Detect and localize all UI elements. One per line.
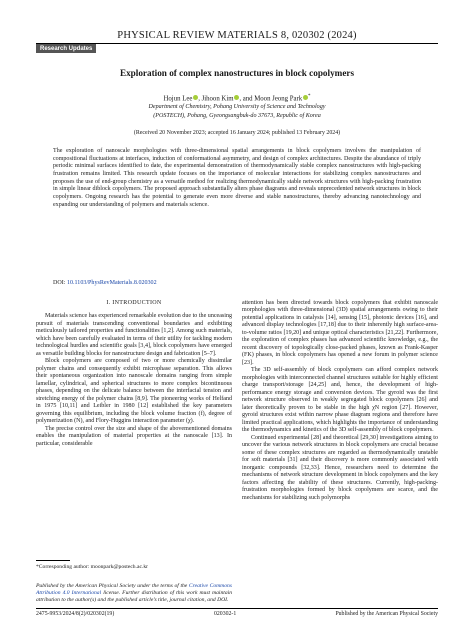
- affiliation-line: (POSTECH), Pohang, Gyeongsangbuk-do 37673, Republic of Korea: [153, 113, 321, 119]
- right-column: [242, 300, 438, 502]
- author-name[interactable]: Hojun Lee: [163, 95, 193, 103]
- body-paragraph: Continued experimental [28] and theoretical [29,30] investigations aiming to uncover the various network structures in block copolymers are crucial because some of these complex structures are regarded as thermodynamically unstable for soft materials [31] and their discovery is more commonly associated with inorganic compounds [32,33]. Hence, researchers need to determine the mechanisms of network structure development in block copolymers and the key factors affecting the stability of these structures. Currently, high-packing-frustration morphologies formed by block copolymers are scarce, and the mechanisms for stabilizing such polymorphs: [242, 434, 438, 501]
- body-paragraph: The 3D self-assembly of block copolymers can afford complex network morphologies with interconnected channel structures suitable for highly efficient charge transport/storage [24,25] and, hence, the development of high-performance energy storage and conversion devices. The gyroid was the first network structure observed in weakly segregated block copolymers [26] and later theoretically proven to be stable in the high χN region [27]. However, gyroid structures exist within narrow phase diagram regions and therefore have limited practical applications, which highlights the importance of understanding the thermodynamics and kinetics of the 3D self-assembly of block copolymers.: [242, 367, 438, 434]
- license-link[interactable]: Creative Commons Attribution 4.0 International: [36, 583, 232, 597]
- license-text: license. Further distribution of this work must maintain attribution to the author(s) and the published article’s title, journal citation, and DOI.: [36, 590, 232, 604]
- left-column: [36, 300, 232, 448]
- corresponding-author-note: *Corresponding author: moonpark@postech.ac.kr: [36, 564, 149, 570]
- body-paragraph: Materials science has experienced remarkable evolution due to the unceasing pursuit of materials transcending conventional boundaries and exhibiting meticulously tailored properties and functionalities [1,2]. Among such materials, which have been carefully evaluated in terms of their utility for tackling modern technological hurdles and scientific goals [3,4], block copolymers have emerged as versatile building blocks for nanostructure design and fabrication [5–7].: [36, 313, 232, 357]
- doi-label: DOI:: [53, 280, 66, 286]
- footnote-rule: [36, 560, 70, 561]
- publication-dates: (Received 20 November 2023; accepted 16 January 2024; published 13 February 2024): [133, 130, 341, 136]
- section-heading: I. INTRODUCTION: [106, 300, 162, 306]
- article-title: Exploration of complex nanostructures in block copolymers: [119, 68, 355, 78]
- orcid-icon[interactable]: [234, 95, 239, 100]
- license-note: [36, 583, 232, 604]
- author-list: Hojun Lee , Jihoon Kim , and Moon Jeong Park *: [163, 94, 311, 103]
- orcid-icon[interactable]: [193, 95, 198, 100]
- section-badge: Research Updates: [36, 44, 96, 53]
- footer-rule: [36, 608, 438, 609]
- doi-link[interactable]: 10.1103/PhysRevMaterials.8.020302: [66, 280, 157, 286]
- footer-issn: 2475-9953/2024/8(2)/020302(19): [36, 611, 115, 617]
- journal-header: PHYSICAL REVIEW MATERIALS 8, 020302 (2024): [117, 30, 357, 41]
- body-paragraph: The precise control over the size and shape of the abovementioned domains enables the manipulation of material properties at the nanoscale [13]. In particular, considerable: [36, 425, 232, 447]
- license-text: Published by the American Physical Society under the terms of the: [36, 583, 189, 589]
- footer-page-number: 020302-1: [214, 611, 237, 617]
- affiliation-line: Department of Chemistry, Pohang University of Science and Technology: [148, 104, 326, 110]
- footer-publisher: Published by the American Physical Society: [335, 611, 438, 617]
- abstract: The exploration of nanoscale morphologies with three-dimensional spatial arrangements in block copolymers involves the manipulation of compositional fluctuations at interfaces, induction of conformational asymmetry, and design of complex architectures. Despite the abundance of triply periodic minimal surfaces identified to date, the experimental demonstration of thermodynamically stable complex nanostructures with high-packing frustration remains limited. This research update focuses on the importance of molecular interactions for stabilizing complex nanostructures and proposes the use of end-group chemistry as a versatile method for realizing thermodynamically stable network structures with high-packing frustration in simple linear diblock copolymers. The proposed approach substantially alters phase diagrams and reveals unprecedented network structures in block copolymers. Ongoing research has the potential to generate even more diverse and stable nanostructures, thereby advancing nanotechnology and expanding our understanding of polymers and materials science.: [53, 148, 421, 208]
- author-name[interactable]: Jihoon Kim: [201, 95, 234, 103]
- body-paragraph: attention has been directed towards block copolymers that exhibit nanoscale morphologies with three-dimensional (3D) spatial arrangements owing to their potential applications in catalysis [14], sensing [15], photonic devices [16], and advanced display technologies [17,18] due to their inherently high surface-area-to-volume ratios [19,20] and unique optical characteristics [21,22]. Furthermore, the exploration of complex phases has advanced scientific knowledge, e.g., the recent discovery of topologically close-packed phases, known as Frank-Kasper (FK) phases, in block copolymers has opened a new forum in polymer science [23].: [242, 300, 438, 366]
- body-paragraph: Block copolymers are composed of two or more chemically dissimilar polymer chains and consequently exhibit microphase separation. This allows their spontaneous organization into nanoscale domains ranging from simple lamellar, cylindrical, and spherical structures to more complex bicontinuous phases, depending on the delicate balance between the interfacial tension and stretching energy of the polymer chains [8,9]. The pioneering works of Helfand in 1975 [10,11] and Leibler in 1980 [12] established the key parameters governing this equilibrium, including the block volume fraction (f), degree of polymerization (N), and Flory-Huggins interaction parameter (χ).: [36, 358, 232, 425]
- doi-line: [53, 280, 157, 286]
- author-name[interactable]: and Moon Jeong Park: [242, 95, 303, 103]
